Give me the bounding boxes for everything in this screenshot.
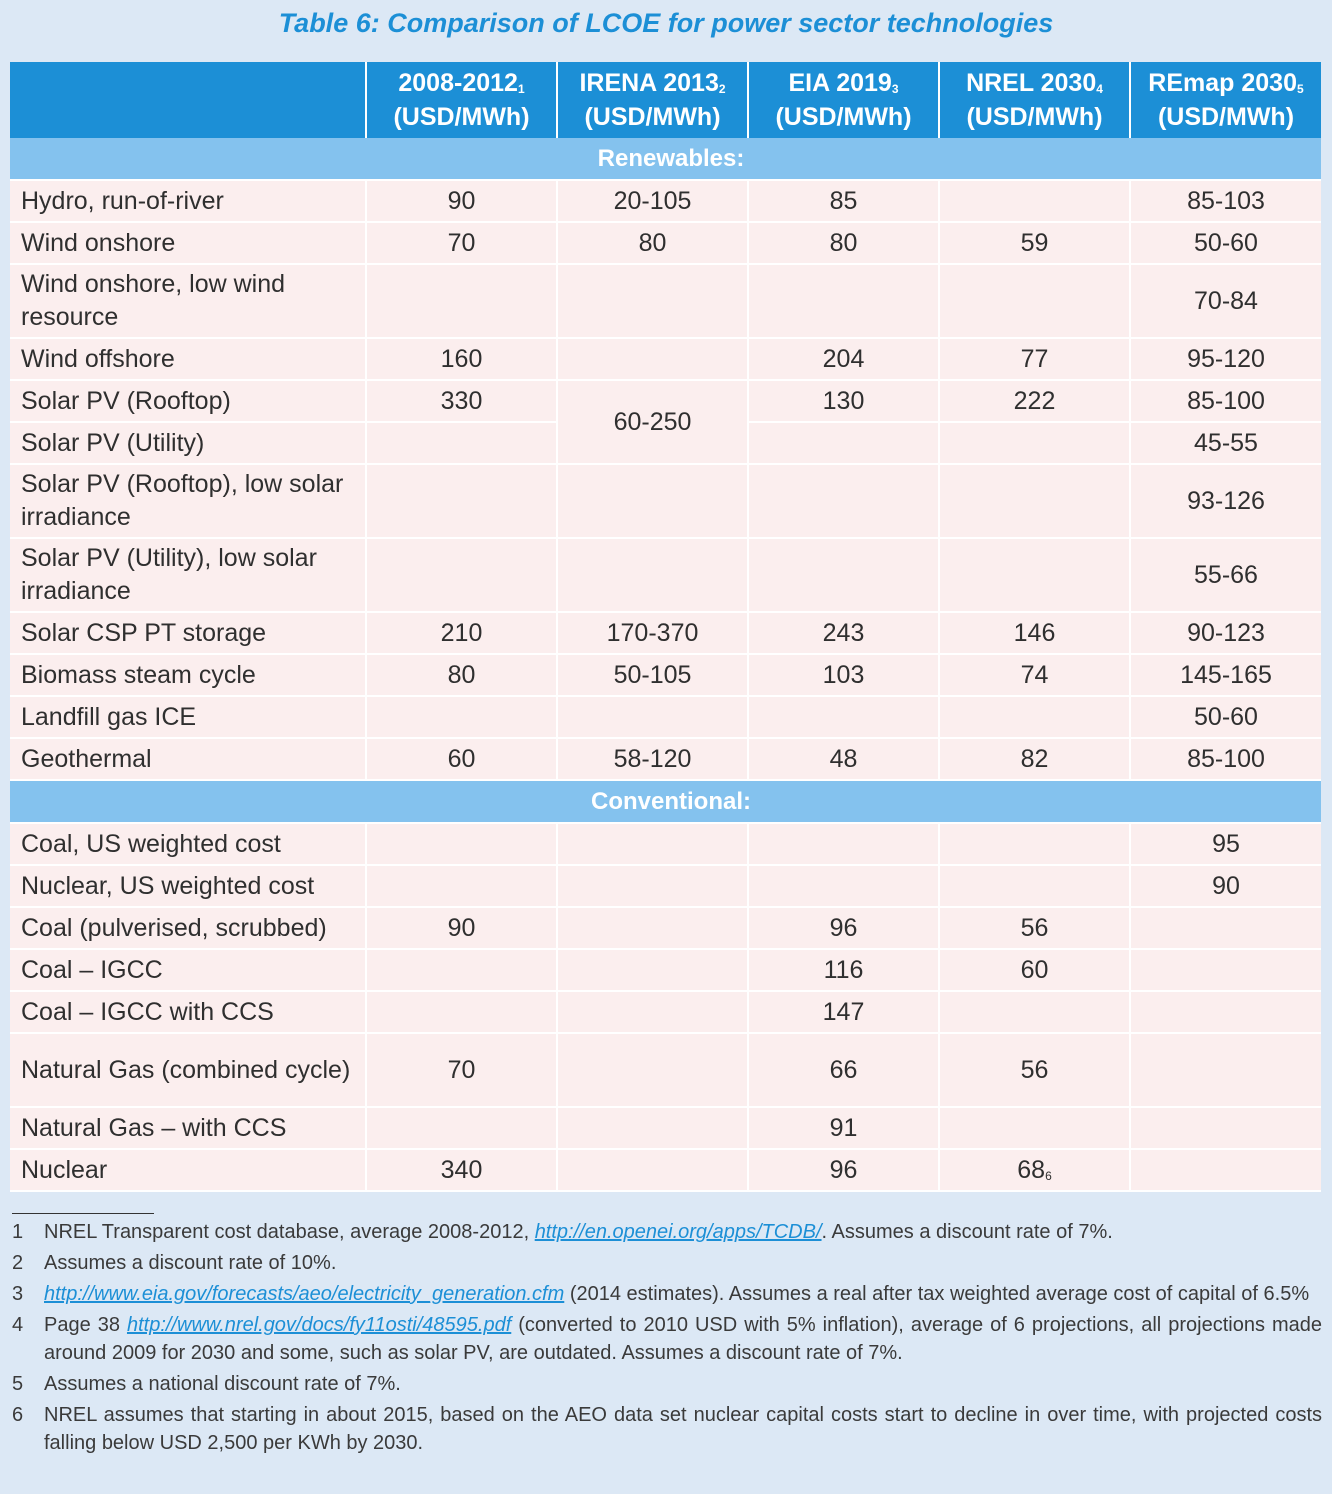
table-row: Solar PV (Utility) 45-55 [10, 422, 1321, 464]
footnotes [12, 1218, 1322, 1460]
footnote-ref-6: 6 [1045, 1168, 1052, 1183]
irena-merged-cell: 60-250 [557, 380, 748, 464]
header-blank [10, 62, 366, 138]
footnote-5: 5 Assumes a national discount rate of 7%. [12, 1373, 401, 1395]
table-row: Hydro, run-of-river 90 20-105 85 85-103 [10, 180, 1321, 222]
table-row: Landfill gas ICE 50-60 [10, 696, 1321, 738]
table-row: Solar PV (Rooftop), low solar irradiance 93-126 [10, 464, 1321, 538]
header-nrel-2030: NREL 2030$^4$ (USD/MWh) [939, 62, 1130, 138]
table-row: Wind offshore 160 204 77 95-120 [10, 338, 1321, 380]
section-renewables: Renewables: [10, 138, 1321, 180]
footnote-divider [12, 1213, 154, 1214]
table-row: Solar PV (Rooftop) 330 60-250 130 222 85-100 [10, 380, 1321, 422]
table-row: Geothermal 60 58-120 48 82 85-100 [10, 738, 1321, 780]
footnote-2: 2 Assumes a discount rate of 10%. [12, 1252, 337, 1274]
header-eia-2019: EIA 2019$^3$ (USD/MWh) [748, 62, 939, 138]
footnote-4: 4 Page 38 http://www.nrel.gov/docs/fy11osti/48595.pdf (converted to 2010 USD with 5% inflation), average of 6 projections, all projections made around 2009 for 2030 and some, such as solar PV, are outdated. Assumes a discount rate of 7%. [12, 1314, 1322, 1364]
footnote-6: 6 NREL assumes that starting in about 2015, based on the AEO data set nuclear capital costs start to decline in over time, with projected costs falling below USD 2,500 per KWh by 2030. [12, 1404, 1322, 1454]
table-row: Solar PV (Utility), low solar irradiance 55-66 [10, 538, 1321, 612]
header-2008-2012: 2008-2012$^1$ (USD/MWh) [366, 62, 557, 138]
table-title: Table 6: Comparison of LCOE for power sector technologies [278, 8, 1054, 38]
header-row [10, 62, 1321, 138]
table-row: Wind onshore 70 80 80 59 50-60 [10, 222, 1321, 264]
footnote-3: 3 http://www.eia.gov/forecasts/aeo/electricity_generation.cfm (2014 estimates). Assumes a real after tax weighted average cost of capital of 6.5% [12, 1283, 1310, 1305]
tcdb-link[interactable]: http://en.openei.org/apps/TCDB/ [534, 1221, 822, 1243]
table-row: Solar CSP PT storage 210 170-370 243 146 90-123 [10, 612, 1321, 654]
table-row: Nuclear, US weighted cost 90 [10, 865, 1321, 907]
table-row: Coal – IGCC with CCS 147 [10, 991, 1321, 1033]
table-row: Coal, US weighted cost 95 [10, 823, 1321, 865]
table-row: Natural Gas (combined cycle) 70 66 56 [10, 1033, 1321, 1107]
table-row: Biomass steam cycle 80 50-105 103 74 145-165 [10, 654, 1321, 696]
table-row: Coal (pulverised, scrubbed) 90 96 56 [10, 907, 1321, 949]
header-remap-2030: REmap 2030$^5$ (USD/MWh) [1130, 62, 1321, 138]
table-row: Natural Gas – with CCS 91 [10, 1107, 1321, 1149]
footnote-1: 1 NREL Transparent cost database, average 2008-2012, http://en.openei.org/apps/TCDB/. Assumes a discount rate of 7%. [12, 1221, 1113, 1243]
eia-link[interactable]: http://www.eia.gov/forecasts/aeo/electricity_generation.cfm [44, 1283, 565, 1305]
lcoe-table [10, 62, 1321, 1192]
nrel-link[interactable]: http://www.nrel.gov/docs/fy11osti/48595.pdf [126, 1314, 512, 1336]
header-irena-2013: IRENA 2013$^2$ (USD/MWh) [557, 62, 748, 138]
table-row: Coal – IGCC 116 60 [10, 949, 1321, 991]
table-row: Nuclear 340 96 $68^6$ [10, 1149, 1321, 1191]
section-conventional: Conventional: [10, 780, 1321, 823]
table-row: Wind onshore, low wind resource 70-84 [10, 264, 1321, 338]
